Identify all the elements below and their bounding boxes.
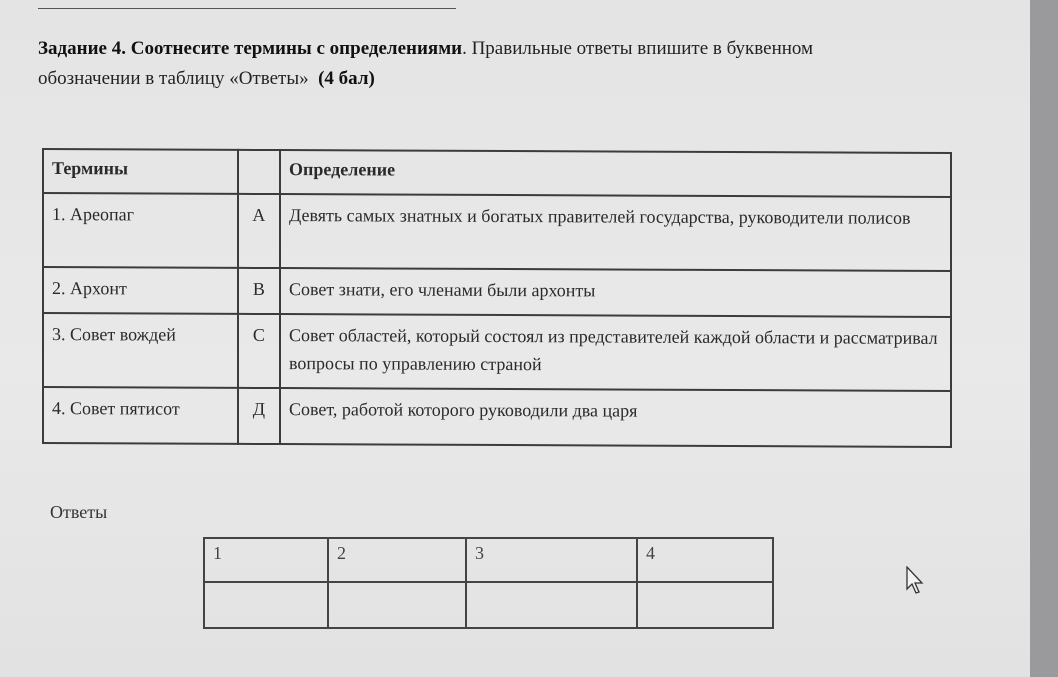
answer-cell-4[interactable] — [637, 582, 773, 628]
definition-cell: Девять самых знатных и богатых правителей государства, руководители полисов — [280, 194, 951, 271]
letter-cell: А — [238, 194, 280, 268]
table-row — [43, 387, 951, 447]
term-cell: 2. Архонт — [43, 267, 238, 314]
task-title: Задание 4. Соотнесите термины с определениями — [38, 38, 463, 59]
definition-cell: Совет областей, который состоял из представителей каждой области и рассматривал вопросы по управлению страной — [280, 314, 951, 391]
answer-cell-3[interactable] — [466, 582, 637, 628]
answers-label: Ответы — [50, 502, 108, 522]
term-cell: 1. Ареопаг — [43, 193, 238, 268]
table-row — [43, 313, 951, 391]
answers-table — [203, 537, 774, 629]
task-statement — [38, 34, 918, 94]
header-letter — [238, 150, 280, 194]
top-divider — [38, 8, 456, 9]
task-points: (4 бал) — [318, 68, 375, 89]
task-instruction: . Правильные ответы впишите в буквенном обозначении в таблицу «Ответы» — [38, 38, 814, 89]
letter-cell: В — [238, 268, 280, 314]
term-cell: 4. Совет пятисот — [43, 387, 238, 444]
answer-col-4: 4 — [637, 538, 773, 582]
answers-input-row — [204, 582, 773, 628]
header-definition: Определение — [280, 150, 951, 197]
answer-col-2: 2 — [328, 538, 466, 582]
table-row — [43, 267, 951, 317]
term-cell: 3. Совет вождей — [43, 313, 238, 388]
definition-cell: Совет знати, его членами были архонты — [280, 268, 951, 317]
definition-cell: Совет, работой которого руководили два царя — [280, 388, 951, 447]
header-terms: Термины — [43, 149, 238, 194]
table-row — [43, 193, 951, 271]
terms-table — [42, 148, 952, 448]
mouse-pointer-icon — [905, 566, 925, 596]
answer-cell-1[interactable] — [204, 582, 328, 628]
letter-cell: Д — [238, 388, 280, 444]
answer-col-3: 3 — [466, 538, 637, 582]
answers-header-row — [204, 538, 773, 582]
answer-cell-2[interactable] — [328, 582, 466, 628]
letter-cell: С — [238, 314, 280, 388]
answer-col-1: 1 — [204, 538, 328, 582]
table-header-row — [43, 149, 951, 197]
